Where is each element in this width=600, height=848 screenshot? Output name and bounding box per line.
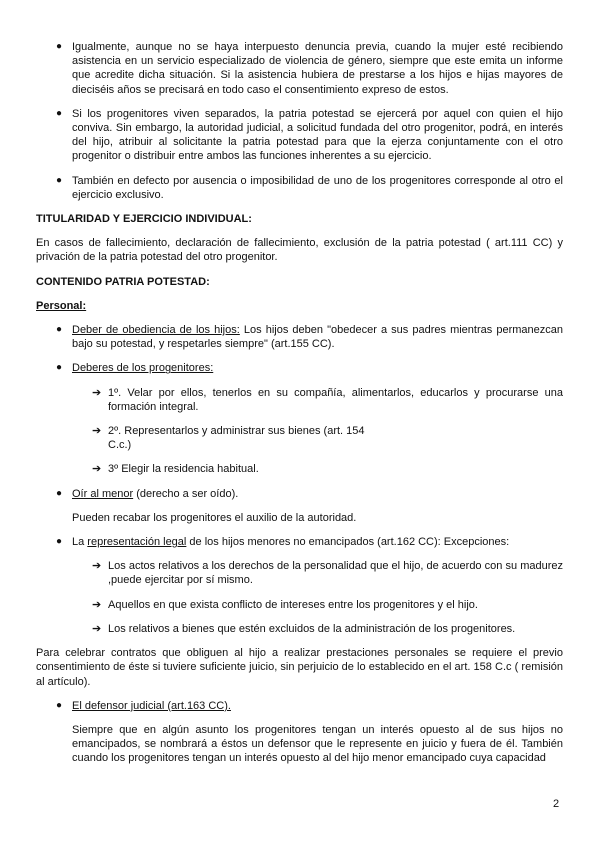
list-item: [36, 487, 563, 501]
repr-prefix: La: [72, 536, 88, 549]
list-item: [36, 424, 563, 452]
arrow-icon: ➔: [92, 386, 102, 399]
repr-item-text: Aquellos en que exista conflicto de intereses entre los progenitores y el hijo.: [108, 598, 478, 611]
list-item: [36, 699, 563, 713]
page-number: 2: [553, 798, 560, 810]
contratos-paragraph: Para celebrar contratos que obliguen al hijo a realizar prestaciones personales se requiere el previo consentimiento de éste si tuviere suficiente juicio, sin perjuicio de lo establecido en el art. 158 C.c ( remisión al artículo).: [36, 647, 563, 688]
bullet-icon: ●: [56, 174, 63, 186]
titularidad-paragraph: En casos de fallecimiento, declaración de fallecimiento, exclusión de la patria potestad ( art.111 CC) y privación de la patria potestad del otro progenitor.: [36, 237, 563, 264]
arrow-icon: ➔: [92, 598, 102, 611]
bullet-icon: ●: [56, 699, 63, 711]
list-item: [36, 323, 563, 351]
list-item: [36, 174, 563, 202]
arrow-icon: ➔: [92, 425, 102, 438]
list-item: [36, 559, 563, 587]
bullet-text: Igualmente, aunque no se haya interpuesto denuncia previa, cuando la mujer esté recibiendo asistencia en un servicio especializado de violencia de género, siempre que este emita un informe que acredite dicha situación. Si la asistencia hubiera de prestarse a los hijos e hijas mayores de dieciséis años se precisará en todo caso el consentimiento expreso de estos.: [72, 41, 563, 96]
defensor-paragraph: Siempre que en algún asunto los progenitores tengan un interés opuesto al de sus hijos no emancipados, se nombrará a éstos un defensor que le represente en juicio y fuera de él. También cuando los progenitores tengan un interés opuesto al del hijo menor emancipado cuya capacidad: [72, 723, 563, 765]
deberes-item-text-cont: C.c.): [108, 439, 132, 452]
repr-text: de los hijos menores no emancipados (art.162 CC): Excepciones:: [186, 536, 510, 549]
arrow-icon: ➔: [92, 463, 102, 476]
deberes-item-text: 1º. Velar por ellos, tenerlos en su compañía, alimentarlos, educarlos y procurarse una formación integral.: [108, 386, 563, 413]
deberes-item-text: 2º. Representarlos y administrar sus bienes (art. 154: [108, 425, 365, 438]
bullet-text: También en defecto por ausencia o imposibilidad de uno de los progenitores corresponde al otro el ejercicio exclusivo.: [72, 174, 563, 201]
bullet-icon: ●: [56, 41, 63, 52]
repr-label: representación legal: [87, 536, 187, 549]
oir-label: Oír al menor: [72, 487, 134, 500]
document-page: [36, 40, 563, 766]
deberes-item-text: 3º Elegir la residencia habitual.: [108, 463, 259, 476]
subheading-personal: Personal:: [36, 299, 87, 312]
defensor-label: El defensor judicial (art.163 CC).: [72, 699, 231, 712]
list-item: [36, 386, 563, 414]
bullet-icon: ●: [56, 324, 63, 336]
list-item: [36, 622, 563, 636]
list-item: [36, 462, 563, 476]
bullet-icon: ●: [56, 536, 63, 548]
arrow-icon: ➔: [92, 560, 102, 573]
bullet-icon: ●: [56, 107, 63, 119]
section-heading-contenido: CONTENIDO PATRIA POTESTAD:: [36, 275, 210, 288]
list-item: [36, 40, 563, 97]
oir-text: (derecho a ser oído).: [133, 487, 239, 500]
deberes-label: Deberes de los progenitores:: [72, 362, 214, 375]
list-item: [36, 107, 563, 164]
bullet-icon: ●: [56, 487, 63, 499]
arrow-icon: ➔: [92, 622, 102, 635]
repr-item-text: Los actos relativos a los derechos de la personalidad que el hijo, de acuerdo con su madurez ,puede ejercitar por sí mismo.: [108, 560, 563, 587]
bullet-icon: ●: [56, 362, 63, 374]
obediencia-label: Deber de obediencia de los hijos:: [72, 324, 240, 337]
section-heading-titularidad: TITULARIDAD Y EJERCICIO INDIVIDUAL:: [36, 213, 252, 226]
repr-item-text: Los relativos a bienes que estén excluidos de la administración de los progenitores.: [108, 622, 516, 635]
bullet-text: Si los progenitores viven separados, la patria potestad se ejercerá por aquel con quien el hijo conviva. Sin embargo, la autoridad judicial, a solicitud fundada del otro progenitor, podrá, en interés del hijo, atribuir al solicitante la patria potestad para que la ejerza conjuntamente con el otro progenitor o distribuir entre ambos las funciones inherentes a su ejercicio.: [72, 107, 563, 163]
list-item: [36, 361, 563, 375]
list-item: [36, 598, 563, 612]
obediencia-text: Los hijos deben "obedecer a sus padres mientras permanezcan bajo su potestad, y respetarles siempre" (art.155 CC).: [72, 324, 563, 351]
auxilio-paragraph: Pueden recabar los progenitores el auxilio de la autoridad.: [72, 511, 357, 524]
list-item: [36, 535, 563, 549]
